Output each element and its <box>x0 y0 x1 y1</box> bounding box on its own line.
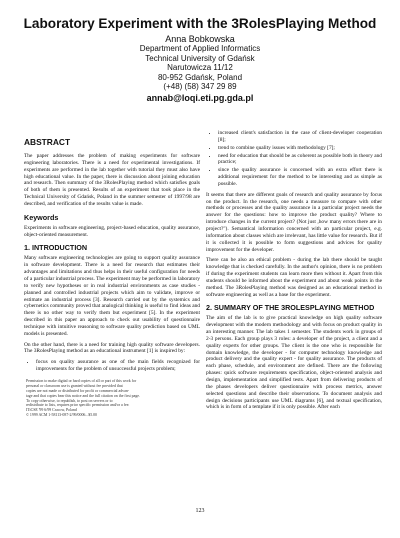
list-item: • since the quality assurance is concerned with an extra effort there is additional requirement for the method to be interesting and as simple as possible. <box>218 167 382 188</box>
introduction-paragraph: Many software engineering technologies are going to support quality assurance in software development. There is a need for research that estimates their advantages and limitations and thus helps in their useful configuration for needs of a particular industrial process. The experiment may be performed in laboratory to verify new hypotheses or in real industrial environments as case studies - planned and controlled industrial projects which aim to validate, improve or estimate an industrial process [3]. Research carried out by the systemics and cybernetics community proved that analogical thinking is useful to find ideas and there is no other way to verify them but experiment [5]. In the experiment described in this paper an approach to check out usability of questionnaire technique with intuitive reasoning to software quality prediction based on UML models is presented. <box>24 255 200 337</box>
copyright-line: To copy otherwise, to republish, to post on servers or to <box>26 398 113 403</box>
copyright-line: redistribute to lists, requires prior specific permission and/or a fee. <box>26 403 130 408</box>
summary-heading: 2. SUMMARY OF THE 3ROLESPLAYING METHOD <box>206 303 375 313</box>
body-paragraph: It seems that there are different goals of research and quality assurance by focus on the product. In the research, one needs a measure to compare with other methods or processes and the quality assurance in a particular project needs the answer for the questions: how to improve the product quality? Where to introduce changes in the current project? (Not just ,how many errors there are in project?"). Semantical information concerned with an particular project, e.g. information about classes which are irrelevant, has little value for research. But if it is collected it is possible to form suggestions and advices for quality improvement for the developer. <box>206 191 382 253</box>
affiliation-line: Narutowicza 11/12 <box>167 63 233 73</box>
affiliation-line: Department of Applied Informatics <box>139 44 261 54</box>
copyright-line: ITiCSE '99 6/99 Cracow, Poland <box>26 408 77 413</box>
affiliation-line: 80-952 Gdańsk, Poland <box>157 72 243 82</box>
affiliation-line: Technical University of Gdańsk <box>145 53 255 63</box>
list-item: • need for education that should be as coherent as possible both in theory and practice; <box>218 153 382 167</box>
introduction-heading: 1. INTRODUCTION <box>24 243 88 253</box>
keywords-text: Experiments in software engineering, project-based education, quality assurance, object-oriented measurement. <box>24 224 200 238</box>
list-item: • trend to combine quality issues with methodology [7]; <box>218 145 382 152</box>
right-column <box>206 130 382 415</box>
affiliation-line: (+48) (58) 347 29 89 <box>163 82 237 92</box>
abstract-heading: ABSTRACT <box>24 137 71 147</box>
introduction-paragraph: On the other hand, there is a need for training high quality software developers. The 3RolesPlaying method as an educational instrument [1] is inspired by: <box>24 341 200 355</box>
author-email: annab@loqi.eti.pg.gda.pl <box>146 93 254 104</box>
paper-title: Laboratory Experiment with the 3RolesPlaying Method <box>23 16 377 31</box>
copyright-notice <box>24 379 200 418</box>
left-column <box>24 138 200 418</box>
list-item: • increased client's satisfaction in the case of client-developer cooperation [8]; <box>218 130 382 144</box>
author-block <box>0 35 400 104</box>
copyright-line: © 1999 ACM 1-58113-087-2/99/0006...$5.00 <box>26 413 98 418</box>
list-item: • focus on quality assurance as one of the main fields recognized for improvements for the problem of unsuccessful projects problem; <box>36 359 200 373</box>
copyright-line: personal or classroom use is granted without fee provided that <box>26 383 123 388</box>
body-paragraph: There can be also an ethical problem - during the lab there should be taught knowledge that is checked carefully. In the author's opinion, there is no problem if during the experiment students can learn more then without it. Apart from this students should be informed about the experiment and about weak points in the method. The 3RolesPlaying method was designed as an educational method in software engineering as well as a base for the experiment. <box>206 257 382 298</box>
page-number: 123 <box>195 508 205 514</box>
copyright-line: copies are not made or distributed for profit or commercial advan- <box>26 388 130 393</box>
copyright-line: Permission to make digital or hard copies of all or part of this work for <box>26 378 137 383</box>
inspiration-list <box>24 359 200 373</box>
body-paragraph: The aim of the lab is to give practical knowledge on high quality software development with the modern methodology and with focus on product quality in an interesting manner. The lab takes 1 semester. The students work in groups of 2-3 persons. Each group plays 3 roles: a developer of the project, a client and a quality experts for other groups. The client is the one who is responsible for domain knowledge, the developer - for computer technology knowledge and product delivery and the quality expert - for quality assurance. The products of each phase, schedule, and environment are defined. There are the following phases: quick software requirements specification, object-oriented analysis and design, implementation and simplified tests. Apart from delivering products of the phases developers deliver questionnaire with process metrics, answer selected questions and describe their observations. To document analysis and design decisions participants use UML diagrams [6], and textual specification, which is in form of a template if it is only possible. After each <box>206 315 382 411</box>
abstract-text: The paper addresses the problem of making experiments for software engineering laboratories. There is a need for experimental investigations. If experiments are performed in the lab together with tutorial they must also have high educational value. In the paper, there is discussion about joining education and research. Then summary of the 3RolesPlaying method which satisfies goals of both of them is presented. Results of an experiment that took place in the Technical University of Gdańsk, Poland in the summer semester of 1997/98 are described, and verification of the results value is made. <box>24 153 200 207</box>
keywords-heading: Keywords <box>24 212 59 222</box>
author-name: Anna Bobkowska <box>165 34 235 44</box>
copyright-line: tage and that copies bear this notice and the full citation on the first page. <box>26 393 140 398</box>
inspiration-list-continued <box>206 130 382 188</box>
